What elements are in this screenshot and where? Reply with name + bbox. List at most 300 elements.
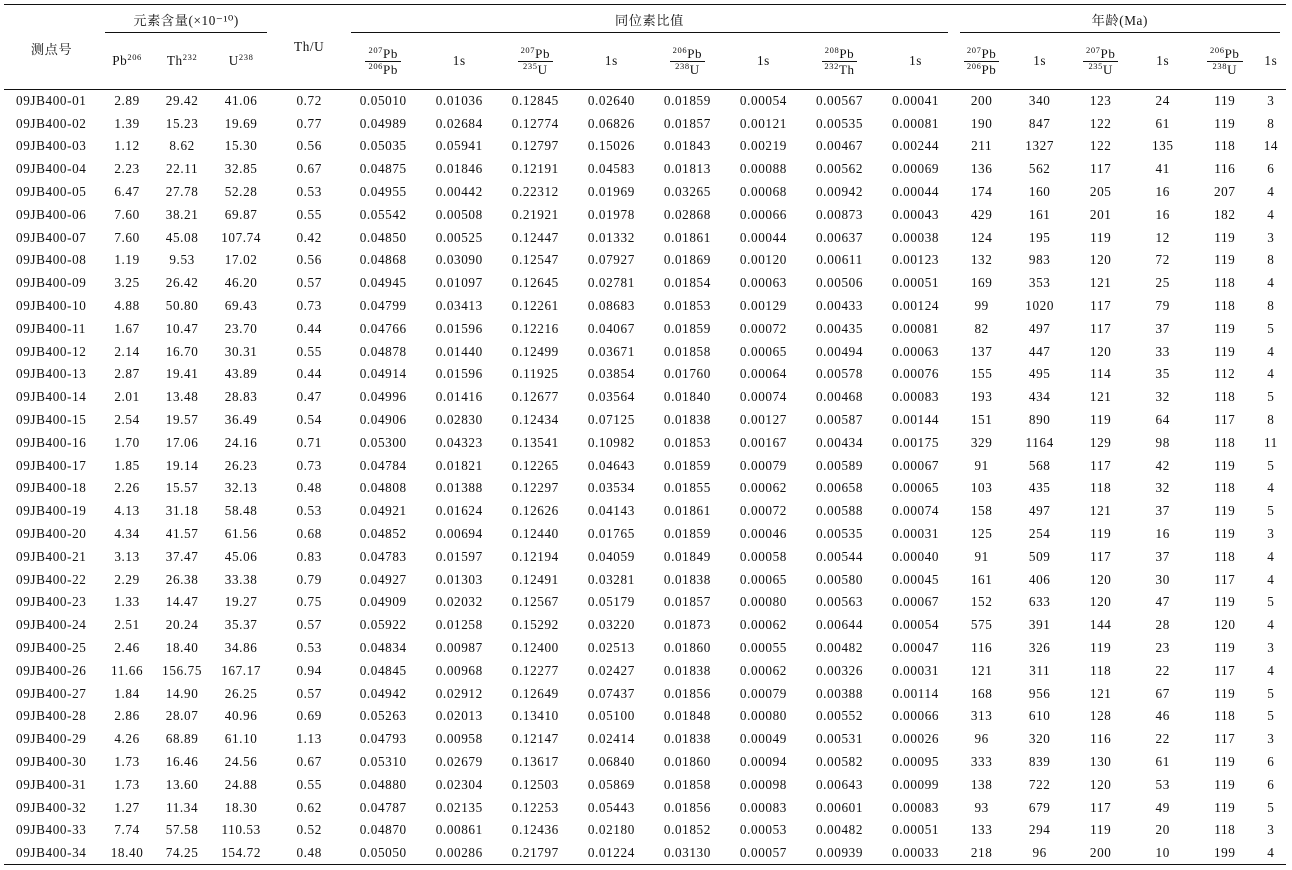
cell-ratio-208pb-232th: 0.00578 — [815, 366, 864, 382]
cell-ratio-207pb-206pb: 0.04906 — [359, 412, 407, 428]
cell-ratio-206pb-238u-error: 0.00053 — [739, 822, 787, 838]
cell-ratio-207pb-206pb-error: 0.01416 — [435, 389, 483, 405]
cell-th-u-ratio: 0.48 — [296, 480, 322, 496]
cell-u238: 19.27 — [224, 594, 258, 610]
cell-th232: 26.42 — [165, 275, 199, 291]
cell-ratio-207pb-206pb-error: 0.00442 — [435, 184, 483, 200]
table-row — [4, 158, 1286, 181]
cell-th232: 13.48 — [165, 389, 199, 405]
cell-ratio-208pb-232th: 0.00535 — [815, 115, 864, 131]
cell-th-u-ratio: 0.67 — [296, 754, 322, 769]
cell-ratio-207pb-235u-error: 0.02640 — [587, 93, 635, 109]
cell-ratio-207pb-235u: 0.12194 — [511, 548, 559, 564]
cell-ratio-208pb-232th: 0.00942 — [815, 184, 864, 200]
cell-pb206: 2.26 — [114, 480, 140, 496]
cell-ratio-206pb-238u: 0.01849 — [663, 548, 711, 564]
cell-age-207pb-206pb-error: 254 — [1028, 526, 1051, 542]
cell-th232: 13.60 — [165, 776, 199, 792]
cell-spot-id: 09JB400-05 — [16, 184, 87, 200]
cell-ratio-207pb-206pb-error: 0.02304 — [435, 776, 483, 792]
cell-age-207pb-235u-error: 61 — [1155, 754, 1170, 769]
cell-u238: 18.30 — [224, 799, 258, 815]
spot-header: 测点号 — [4, 5, 99, 90]
cell-th232: 18.40 — [165, 640, 199, 656]
cell-age-207pb-206pb: 137 — [970, 343, 993, 359]
cell-ratio-207pb-206pb-error: 0.01596 — [435, 320, 483, 336]
cell-ratio-206pb-238u-error: 0.00088 — [739, 161, 787, 177]
cell-ratio-207pb-206pb: 0.04880 — [359, 776, 407, 792]
cell-age-207pb-206pb-error: 497 — [1028, 503, 1051, 519]
cell-age-207pb-206pb-error: 435 — [1028, 480, 1051, 496]
cell-ratio-207pb-206pb-error: 0.02679 — [435, 754, 483, 769]
cell-ratio-208pb-232th: 0.00434 — [815, 434, 864, 450]
cell-ratio-208pb-232th-error: 0.00040 — [892, 548, 940, 564]
cell-age-207pb-235u: 128 — [1089, 708, 1112, 724]
cell-age-206pb-238u-error: 3 — [1267, 93, 1275, 109]
cell-ratio-208pb-232th: 0.00562 — [815, 161, 864, 177]
cell-ratio-207pb-206pb-error: 0.00968 — [435, 662, 483, 678]
cell-ratio-207pb-235u: 0.12626 — [511, 503, 559, 519]
cell-age-207pb-235u: 123 — [1089, 93, 1112, 109]
cell-age-207pb-206pb: 155 — [970, 366, 993, 382]
cell-ratio-206pb-238u-error: 0.00219 — [739, 138, 787, 154]
cell-age-207pb-235u: 120 — [1089, 776, 1112, 792]
cell-pb206: 2.87 — [114, 366, 140, 382]
cell-ratio-208pb-232th: 0.00482 — [815, 822, 864, 838]
cell-u238: 36.49 — [224, 412, 258, 428]
cell-ratio-206pb-238u: 0.03265 — [663, 184, 711, 200]
cell-ratio-207pb-206pb: 0.04927 — [359, 571, 407, 587]
cell-age-206pb-238u-error: 4 — [1267, 571, 1275, 587]
table-row — [4, 90, 1286, 113]
cell-u238: 26.23 — [224, 457, 258, 473]
cell-age-207pb-235u-error: 67 — [1155, 685, 1170, 701]
cell-spot-id: 09JB400-26 — [16, 662, 87, 678]
cell-ratio-207pb-206pb-error: 0.00694 — [435, 526, 483, 542]
cell-ratio-206pb-238u-error: 0.00072 — [739, 320, 787, 336]
cell-age-207pb-206pb-error: 722 — [1028, 776, 1051, 792]
cell-ratio-206pb-238u-error: 0.00065 — [739, 571, 787, 587]
cell-ratio-206pb-238u: 0.01838 — [663, 412, 711, 428]
cell-age-206pb-238u-error: 4 — [1267, 662, 1275, 678]
cell-spot-id: 09JB400-23 — [16, 594, 87, 610]
cell-u238: 61.10 — [224, 731, 258, 747]
cell-th-u-ratio: 0.72 — [296, 93, 322, 109]
cell-age-207pb-235u-error: 98 — [1155, 434, 1170, 450]
cell-pb206: 2.01 — [114, 389, 140, 405]
cell-u238: 40.96 — [224, 708, 258, 724]
cell-pb206: 2.29 — [114, 571, 140, 587]
cell-ratio-206pb-238u: 0.01858 — [663, 776, 711, 792]
cell-ratio-207pb-235u-error: 0.05100 — [587, 708, 635, 724]
cell-age-207pb-206pb: 82 — [974, 320, 989, 336]
cell-ratio-206pb-238u: 0.01840 — [663, 389, 711, 405]
cell-th-u-ratio: 0.57 — [296, 617, 322, 633]
cell-ratio-207pb-206pb-error: 0.01097 — [435, 275, 483, 291]
cell-pb206: 6.47 — [114, 184, 140, 200]
isotope-ratio-group-header: 同位素比值 — [345, 5, 953, 34]
cell-age-206pb-238u: 119 — [1214, 754, 1236, 769]
cell-ratio-206pb-238u: 0.01859 — [663, 526, 711, 542]
cell-age-207pb-206pb-error: 983 — [1028, 252, 1051, 268]
cell-age-206pb-238u: 119 — [1214, 115, 1236, 131]
cell-age-207pb-235u-error: 37 — [1155, 503, 1170, 519]
cell-ratio-206pb-238u: 0.01853 — [663, 298, 711, 314]
cell-age-206pb-238u: 119 — [1214, 526, 1236, 542]
cell-ratio-208pb-232th-error: 0.00051 — [892, 822, 940, 838]
cell-age-206pb-238u: 118 — [1214, 822, 1236, 838]
table-row — [4, 682, 1286, 705]
table-row — [4, 523, 1286, 546]
cell-th-u-ratio: 0.94 — [296, 662, 322, 678]
cell-pb206: 3.13 — [114, 548, 140, 564]
cell-age-207pb-235u: 120 — [1089, 252, 1112, 268]
cell-age-207pb-206pb-error: 195 — [1028, 229, 1051, 245]
cell-age-206pb-238u-error: 4 — [1267, 548, 1275, 564]
cell-ratio-208pb-232th: 0.00643 — [815, 776, 864, 792]
cell-ratio-207pb-235u-error: 0.10982 — [587, 434, 635, 450]
cell-age-206pb-238u-error: 4 — [1267, 206, 1275, 222]
cell-age-207pb-206pb-error: 320 — [1028, 731, 1051, 747]
cell-pb206: 1.85 — [114, 457, 140, 473]
cell-ratio-206pb-238u-error: 0.00066 — [739, 206, 787, 222]
cell-th-u-ratio: 0.77 — [296, 115, 322, 131]
cell-age-206pb-238u-error: 11 — [1263, 434, 1278, 450]
cell-ratio-207pb-235u: 0.12191 — [511, 161, 559, 177]
cell-th-u-ratio: 0.53 — [296, 503, 322, 519]
cell-age-207pb-206pb-error: 956 — [1028, 685, 1051, 701]
cell-age-206pb-238u: 118 — [1214, 548, 1236, 564]
cell-th-u-ratio: 0.79 — [296, 571, 322, 587]
cell-ratio-207pb-206pb: 0.04989 — [359, 115, 407, 131]
cell-age-206pb-238u: 119 — [1214, 343, 1236, 359]
cell-ratio-208pb-232th: 0.00611 — [816, 252, 863, 268]
ratio-207pb-235u-header: $\frac{^{207}Pb}{^{235}U}$ — [497, 33, 573, 90]
cell-ratio-207pb-235u: 0.12547 — [511, 252, 559, 268]
cell-ratio-207pb-206pb-error: 0.01597 — [435, 548, 483, 564]
cell-ratio-207pb-206pb-error: 0.00987 — [435, 640, 483, 656]
cell-th232: 41.57 — [165, 526, 199, 542]
cell-age-207pb-206pb-error: 391 — [1028, 617, 1051, 633]
ratio-207pb-206pb-header: $\frac{^{207}Pb}{^{206}Pb}$ — [345, 33, 421, 90]
cell-ratio-207pb-206pb: 0.04787 — [359, 799, 407, 815]
cell-ratio-207pb-206pb: 0.05300 — [359, 434, 407, 450]
table-row — [4, 500, 1286, 523]
cell-age-206pb-238u: 119 — [1214, 320, 1236, 336]
cell-ratio-207pb-235u: 0.12503 — [511, 776, 559, 792]
cell-ratio-207pb-235u-error: 0.03671 — [587, 343, 635, 359]
table-row — [4, 386, 1286, 409]
cell-ratio-207pb-206pb-error: 0.02032 — [435, 594, 483, 610]
thu-header: Th/U — [273, 5, 345, 90]
cell-th-u-ratio: 0.62 — [296, 799, 322, 815]
table-row — [4, 340, 1286, 363]
cell-age-207pb-206pb: 99 — [974, 298, 989, 314]
cell-ratio-206pb-238u-error: 0.00062 — [739, 617, 787, 633]
cell-age-207pb-206pb-error: 160 — [1028, 184, 1051, 200]
cell-th232: 17.06 — [165, 434, 199, 450]
cell-th-u-ratio: 0.53 — [296, 184, 322, 200]
cell-pb206: 3.25 — [114, 275, 140, 291]
cell-ratio-206pb-238u-error: 0.00094 — [739, 754, 787, 769]
table-row — [4, 477, 1286, 500]
cell-age-206pb-238u: 117 — [1214, 571, 1236, 587]
cell-th-u-ratio: 0.55 — [296, 206, 322, 222]
table-row — [4, 226, 1286, 249]
cell-age-206pb-238u: 119 — [1214, 685, 1236, 701]
cell-ratio-207pb-206pb: 0.04875 — [359, 161, 407, 177]
cell-ratio-207pb-235u: 0.12649 — [511, 685, 559, 701]
cell-age-206pb-238u-error: 14 — [1263, 138, 1279, 154]
cell-ratio-207pb-206pb: 0.04766 — [359, 320, 407, 336]
cell-age-206pb-238u: 119 — [1214, 229, 1236, 245]
cell-th232: 74.25 — [165, 844, 199, 860]
table-row — [4, 751, 1286, 774]
cell-ratio-208pb-232th: 0.00388 — [815, 685, 864, 701]
ratio-206pb-238u-header: $\frac{^{206}Pb}{^{238}U}$ — [649, 33, 725, 90]
cell-pb206: 1.67 — [114, 320, 140, 336]
cell-age-207pb-235u: 119 — [1090, 640, 1112, 656]
cell-ratio-206pb-238u-error: 0.00129 — [739, 298, 787, 314]
cell-ratio-208pb-232th-error: 0.00081 — [892, 115, 940, 131]
cell-spot-id: 09JB400-14 — [16, 389, 87, 405]
cell-th232: 37.47 — [165, 548, 199, 564]
cell-age-207pb-235u-error: 61 — [1155, 115, 1170, 131]
cell-spot-id: 09JB400-09 — [16, 275, 87, 291]
cell-pb206: 2.51 — [114, 617, 140, 633]
cell-th232: 156.75 — [162, 662, 203, 678]
cell-age-207pb-206pb: 136 — [970, 161, 993, 177]
cell-ratio-206pb-238u-error: 0.00080 — [739, 594, 787, 610]
cell-u238: 45.06 — [224, 548, 258, 564]
cell-ratio-207pb-206pb: 0.04909 — [359, 594, 407, 610]
cell-ratio-207pb-206pb-error: 0.01440 — [435, 343, 483, 359]
cell-age-207pb-235u-error: 64 — [1155, 412, 1170, 428]
cell-age-207pb-206pb: 93 — [974, 799, 989, 815]
cell-ratio-208pb-232th-error: 0.00041 — [892, 93, 940, 109]
cell-spot-id: 09JB400-19 — [16, 503, 87, 519]
cell-ratio-208pb-232th-error: 0.00026 — [892, 731, 940, 747]
cell-age-207pb-235u: 120 — [1089, 594, 1112, 610]
cell-age-207pb-235u-error: 16 — [1155, 526, 1170, 542]
cell-pb206: 1.12 — [114, 138, 140, 154]
cell-ratio-208pb-232th: 0.00563 — [815, 594, 864, 610]
cell-age-207pb-206pb: 193 — [970, 389, 993, 405]
cell-age-207pb-235u: 205 — [1089, 184, 1112, 200]
cell-ratio-207pb-206pb: 0.04921 — [359, 503, 407, 519]
cell-ratio-207pb-235u: 0.11925 — [512, 366, 559, 382]
cell-ratio-207pb-206pb-error: 0.00508 — [435, 206, 483, 222]
cell-age-207pb-235u: 117 — [1090, 320, 1112, 336]
cell-ratio-206pb-238u: 0.01854 — [663, 275, 711, 291]
cell-th-u-ratio: 0.75 — [296, 594, 322, 610]
cell-age-206pb-238u: 117 — [1214, 662, 1236, 678]
cell-age-207pb-235u-error: 46 — [1155, 708, 1170, 724]
cell-age-207pb-235u-error: 28 — [1155, 617, 1170, 633]
cell-ratio-206pb-238u: 0.01859 — [663, 93, 711, 109]
cell-ratio-207pb-235u-error: 0.03564 — [587, 389, 635, 405]
cell-age-207pb-206pb: 190 — [970, 115, 993, 131]
cell-age-207pb-206pb-error: 340 — [1028, 93, 1051, 109]
cell-ratio-206pb-238u-error: 0.00068 — [739, 184, 787, 200]
cell-ratio-207pb-206pb: 0.04793 — [359, 731, 407, 747]
cell-age-206pb-238u: 207 — [1213, 184, 1236, 200]
cell-ratio-207pb-235u: 0.12845 — [511, 93, 559, 109]
cell-spot-id: 09JB400-11 — [16, 320, 86, 336]
cell-age-207pb-235u: 201 — [1089, 206, 1112, 222]
cell-age-206pb-238u: 118 — [1214, 389, 1236, 405]
cell-ratio-207pb-206pb-error: 0.01036 — [435, 93, 483, 109]
cell-age-206pb-238u-error: 5 — [1267, 594, 1275, 610]
cell-ratio-206pb-238u: 0.01869 — [663, 252, 711, 268]
cell-age-206pb-238u-error: 5 — [1267, 320, 1275, 336]
cell-th-u-ratio: 0.56 — [296, 252, 322, 268]
cell-ratio-207pb-235u: 0.12434 — [511, 412, 559, 428]
cell-ratio-207pb-235u: 0.12265 — [511, 457, 559, 473]
cell-age-207pb-206pb-error: 633 — [1028, 594, 1051, 610]
cell-th-u-ratio: 0.47 — [296, 389, 322, 405]
cell-th232: 16.46 — [165, 754, 199, 769]
cell-ratio-208pb-232th-error: 0.00144 — [892, 412, 940, 428]
cell-ratio-208pb-232th-error: 0.00175 — [892, 434, 940, 450]
cell-ratio-207pb-235u-error: 0.03281 — [587, 571, 635, 587]
cell-ratio-207pb-235u: 0.12645 — [511, 275, 559, 291]
cell-ratio-208pb-232th: 0.00531 — [815, 731, 864, 747]
cell-ratio-208pb-232th: 0.00544 — [815, 548, 864, 564]
cell-age-207pb-206pb-error: 294 — [1028, 822, 1051, 838]
cell-ratio-207pb-235u-error: 0.03854 — [587, 366, 635, 382]
cell-ratio-207pb-206pb-error: 0.01258 — [435, 617, 483, 633]
cell-pb206: 2.14 — [114, 343, 140, 359]
table-row — [4, 728, 1286, 751]
cell-ratio-206pb-238u-error: 0.00098 — [739, 776, 787, 792]
cell-ratio-207pb-206pb-error: 0.02013 — [435, 708, 483, 724]
cell-spot-id: 09JB400-20 — [16, 526, 87, 542]
cell-age-207pb-206pb: 91 — [974, 457, 989, 473]
cell-ratio-207pb-206pb: 0.04850 — [359, 229, 407, 245]
cell-spot-id: 09JB400-03 — [16, 138, 87, 154]
cell-age-207pb-235u-error: 79 — [1155, 298, 1170, 314]
cell-ratio-207pb-235u-error: 0.06840 — [587, 754, 635, 769]
table-row — [4, 545, 1286, 568]
zircon-data-table-wrapper — [4, 4, 1286, 865]
zircon-u-pb-data-table — [4, 4, 1286, 865]
cell-age-207pb-206pb-error: 353 — [1028, 275, 1051, 291]
table-row — [4, 203, 1286, 226]
cell-age-207pb-206pb-error: 326 — [1028, 640, 1051, 656]
cell-age-207pb-206pb-error: 509 — [1028, 548, 1051, 564]
cell-ratio-208pb-232th-error: 0.00047 — [892, 640, 940, 656]
cell-ratio-207pb-206pb: 0.05922 — [359, 617, 407, 633]
cell-ratio-207pb-206pb: 0.04834 — [359, 640, 407, 656]
cell-ratio-207pb-235u-error: 0.04643 — [587, 457, 635, 473]
cell-ratio-208pb-232th-error: 0.00076 — [892, 366, 940, 382]
cell-ratio-206pb-238u: 0.01856 — [663, 685, 711, 701]
cell-ratio-207pb-235u: 0.12261 — [511, 298, 559, 314]
cell-u238: 32.85 — [224, 161, 258, 177]
cell-pb206: 1.70 — [114, 434, 140, 450]
header-row-columns — [4, 33, 1286, 90]
cell-ratio-206pb-238u: 0.01848 — [663, 708, 711, 724]
header-row-groups — [4, 5, 1286, 34]
cell-ratio-207pb-235u: 0.12436 — [511, 822, 559, 838]
table-row — [4, 614, 1286, 637]
cell-pb206: 7.60 — [114, 229, 140, 245]
table-row — [4, 454, 1286, 477]
cell-ratio-206pb-238u: 0.01813 — [663, 161, 711, 177]
cell-age-207pb-206pb-error: 1327 — [1025, 138, 1055, 154]
ratio-208pb-232th-header: $\frac{^{208}Pb}{^{232}Th}$ — [801, 33, 877, 90]
cell-u238: 61.56 — [224, 526, 258, 542]
cell-th-u-ratio: 0.56 — [296, 138, 322, 154]
ratio-208pb-232th-error-header: 1s — [878, 33, 954, 90]
cell-age-207pb-206pb: 313 — [970, 708, 993, 724]
cell-age-206pb-238u: 117 — [1214, 731, 1236, 747]
cell-age-207pb-235u: 118 — [1090, 480, 1112, 496]
th232-header: Th$^{232}$ — [155, 33, 209, 90]
cell-age-207pb-235u-error: 22 — [1155, 731, 1170, 747]
cell-spot-id: 09JB400-31 — [16, 776, 87, 792]
cell-ratio-208pb-232th-error: 0.00045 — [892, 571, 940, 587]
cell-ratio-206pb-238u: 0.01857 — [663, 115, 711, 131]
cell-ratio-207pb-206pb: 0.04914 — [359, 366, 407, 382]
table-row — [4, 431, 1286, 454]
cell-age-207pb-235u: 120 — [1089, 343, 1112, 359]
cell-ratio-207pb-206pb-error: 0.02830 — [435, 412, 483, 428]
cell-age-206pb-238u-error: 6 — [1267, 776, 1275, 792]
cell-ratio-208pb-232th-error: 0.00067 — [892, 594, 940, 610]
cell-th-u-ratio: 0.54 — [296, 412, 322, 428]
cell-age-207pb-235u: 129 — [1089, 434, 1112, 450]
cell-ratio-207pb-206pb: 0.04878 — [359, 343, 407, 359]
cell-age-207pb-235u: 117 — [1090, 457, 1112, 473]
cell-ratio-208pb-232th-error: 0.00095 — [892, 754, 940, 769]
cell-ratio-208pb-232th: 0.00580 — [815, 571, 864, 587]
cell-ratio-206pb-238u-error: 0.00083 — [739, 799, 787, 815]
cell-ratio-207pb-235u: 0.21797 — [511, 844, 559, 860]
cell-pb206: 4.88 — [114, 298, 140, 314]
cell-age-207pb-206pb-error: 568 — [1028, 457, 1051, 473]
cell-ratio-206pb-238u: 0.01859 — [663, 457, 711, 473]
cell-spot-id: 09JB400-33 — [16, 822, 87, 838]
cell-ratio-208pb-232th: 0.00588 — [815, 503, 864, 519]
cell-age-207pb-235u-error: 30 — [1155, 571, 1170, 587]
cell-pb206: 18.40 — [110, 844, 144, 860]
cell-ratio-208pb-232th: 0.00589 — [815, 457, 864, 473]
cell-ratio-206pb-238u: 0.01860 — [663, 754, 711, 769]
cell-ratio-206pb-238u: 0.01852 — [663, 822, 711, 838]
cell-u238: 30.31 — [224, 343, 258, 359]
cell-age-206pb-238u: 117 — [1214, 412, 1236, 428]
cell-u238: 110.53 — [221, 822, 261, 838]
cell-age-207pb-206pb: 200 — [970, 93, 993, 109]
cell-age-206pb-238u: 119 — [1214, 457, 1236, 473]
cell-ratio-207pb-235u: 0.22312 — [511, 184, 559, 200]
cell-age-207pb-206pb: 124 — [970, 229, 993, 245]
cell-th232: 8.62 — [169, 138, 195, 154]
cell-age-206pb-238u: 199 — [1213, 844, 1236, 860]
cell-age-207pb-206pb-error: 447 — [1028, 343, 1051, 359]
cell-age-207pb-235u: 144 — [1089, 617, 1112, 633]
table-body — [4, 90, 1286, 865]
cell-ratio-207pb-235u: 0.12447 — [511, 229, 559, 245]
cell-age-207pb-206pb-error: 1020 — [1025, 298, 1055, 314]
cell-ratio-206pb-238u-error: 0.00064 — [739, 366, 787, 382]
table-row — [4, 363, 1286, 386]
cell-ratio-206pb-238u-error: 0.00044 — [739, 229, 787, 245]
cell-spot-id: 09JB400-08 — [16, 252, 87, 268]
cell-ratio-207pb-235u-error: 0.02414 — [587, 731, 635, 747]
